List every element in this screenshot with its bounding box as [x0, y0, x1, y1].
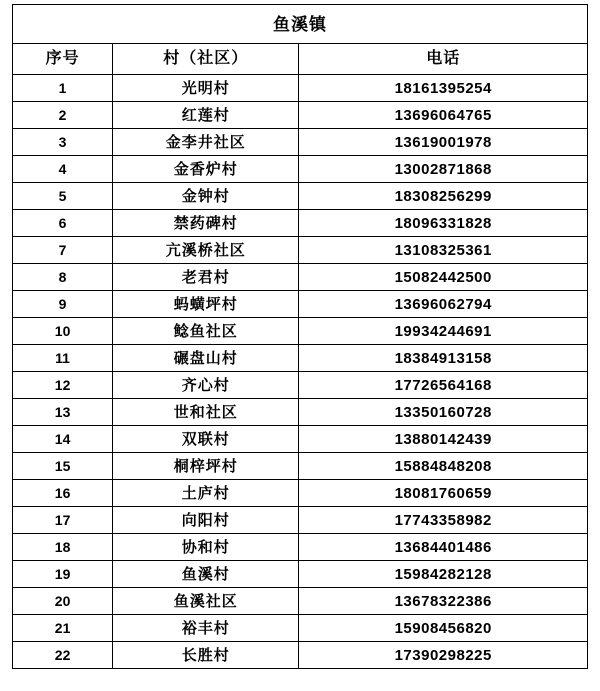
cell-index: 2: [13, 102, 113, 129]
cell-phone: 17743358982: [299, 507, 588, 534]
table-row: [13, 615, 588, 642]
table-row: [13, 156, 588, 183]
cell-phone: 13108325361: [299, 237, 588, 264]
column-header-phone: 电话: [299, 44, 588, 75]
cell-village: 红莲村: [113, 102, 299, 129]
table-row: [13, 75, 588, 102]
cell-index: 22: [13, 642, 113, 669]
cell-village: 土庐村: [113, 480, 299, 507]
cell-village: 裕丰村: [113, 615, 299, 642]
column-header-index: 序号: [13, 44, 113, 75]
cell-village: 禁药碑村: [113, 210, 299, 237]
cell-index: 7: [13, 237, 113, 264]
column-header-village: 村（社区）: [113, 44, 299, 75]
cell-phone: 13696062794: [299, 291, 588, 318]
cell-index: 21: [13, 615, 113, 642]
cell-village: 桐梓坪村: [113, 453, 299, 480]
cell-phone: 18308256299: [299, 183, 588, 210]
table-row: [13, 480, 588, 507]
table-row: [13, 426, 588, 453]
cell-village: 世和社区: [113, 399, 299, 426]
cell-index: 8: [13, 264, 113, 291]
cell-index: 11: [13, 345, 113, 372]
cell-index: 10: [13, 318, 113, 345]
table-row: [13, 345, 588, 372]
cell-phone: 13619001978: [299, 129, 588, 156]
cell-index: 13: [13, 399, 113, 426]
cell-phone: 18384913158: [299, 345, 588, 372]
cell-phone: 13350160728: [299, 399, 588, 426]
cell-index: 14: [13, 426, 113, 453]
cell-index: 12: [13, 372, 113, 399]
cell-phone: 17390298225: [299, 642, 588, 669]
table-row: [13, 507, 588, 534]
cell-phone: 13678322386: [299, 588, 588, 615]
cell-village: 金钟村: [113, 183, 299, 210]
cell-village: 双联村: [113, 426, 299, 453]
table-row: [13, 291, 588, 318]
table-row: [13, 129, 588, 156]
cell-phone: 19934244691: [299, 318, 588, 345]
cell-index: 9: [13, 291, 113, 318]
table-row: [13, 237, 588, 264]
cell-phone: 15908456820: [299, 615, 588, 642]
cell-index: 4: [13, 156, 113, 183]
cell-phone: 15984282128: [299, 561, 588, 588]
cell-village: 光明村: [113, 75, 299, 102]
cell-village: 鱼溪村: [113, 561, 299, 588]
cell-village: 协和村: [113, 534, 299, 561]
cell-phone: 18081760659: [299, 480, 588, 507]
table-row: [13, 399, 588, 426]
table-body: [13, 5, 588, 669]
table-row: [13, 318, 588, 345]
table-row: [13, 102, 588, 129]
cell-index: 16: [13, 480, 113, 507]
cell-index: 5: [13, 183, 113, 210]
cell-village: 向阳村: [113, 507, 299, 534]
table-row: [13, 642, 588, 669]
table-header-row: [13, 44, 588, 75]
cell-index: 17: [13, 507, 113, 534]
cell-phone: 13002871868: [299, 156, 588, 183]
table-row: [13, 372, 588, 399]
cell-index: 19: [13, 561, 113, 588]
cell-phone: 15082442500: [299, 264, 588, 291]
cell-village: 鱼溪社区: [113, 588, 299, 615]
cell-village: 金香炉村: [113, 156, 299, 183]
cell-village: 老君村: [113, 264, 299, 291]
cell-phone: 18161395254: [299, 75, 588, 102]
table-row: [13, 183, 588, 210]
table-row: [13, 264, 588, 291]
cell-index: 6: [13, 210, 113, 237]
cell-index: 15: [13, 453, 113, 480]
cell-index: 3: [13, 129, 113, 156]
cell-phone: 15884848208: [299, 453, 588, 480]
cell-phone: 17726564168: [299, 372, 588, 399]
cell-village: 鲶鱼社区: [113, 318, 299, 345]
village-contact-table: [12, 4, 588, 669]
cell-village: 蚂蟥坪村: [113, 291, 299, 318]
cell-village: 金李井社区: [113, 129, 299, 156]
cell-index: 20: [13, 588, 113, 615]
table-row: [13, 588, 588, 615]
cell-village: 齐心村: [113, 372, 299, 399]
cell-phone: 13880142439: [299, 426, 588, 453]
table-title: 鱼溪镇: [13, 5, 588, 44]
cell-village: 碾盘山村: [113, 345, 299, 372]
cell-phone: 13696064765: [299, 102, 588, 129]
table-row: [13, 453, 588, 480]
cell-index: 1: [13, 75, 113, 102]
cell-village: 长胜村: [113, 642, 299, 669]
cell-village: 亢溪桥社区: [113, 237, 299, 264]
table-row: [13, 534, 588, 561]
cell-phone: 13684401486: [299, 534, 588, 561]
table-row: [13, 210, 588, 237]
table-row: [13, 561, 588, 588]
table-title-row: [13, 5, 588, 44]
cell-index: 18: [13, 534, 113, 561]
cell-phone: 18096331828: [299, 210, 588, 237]
